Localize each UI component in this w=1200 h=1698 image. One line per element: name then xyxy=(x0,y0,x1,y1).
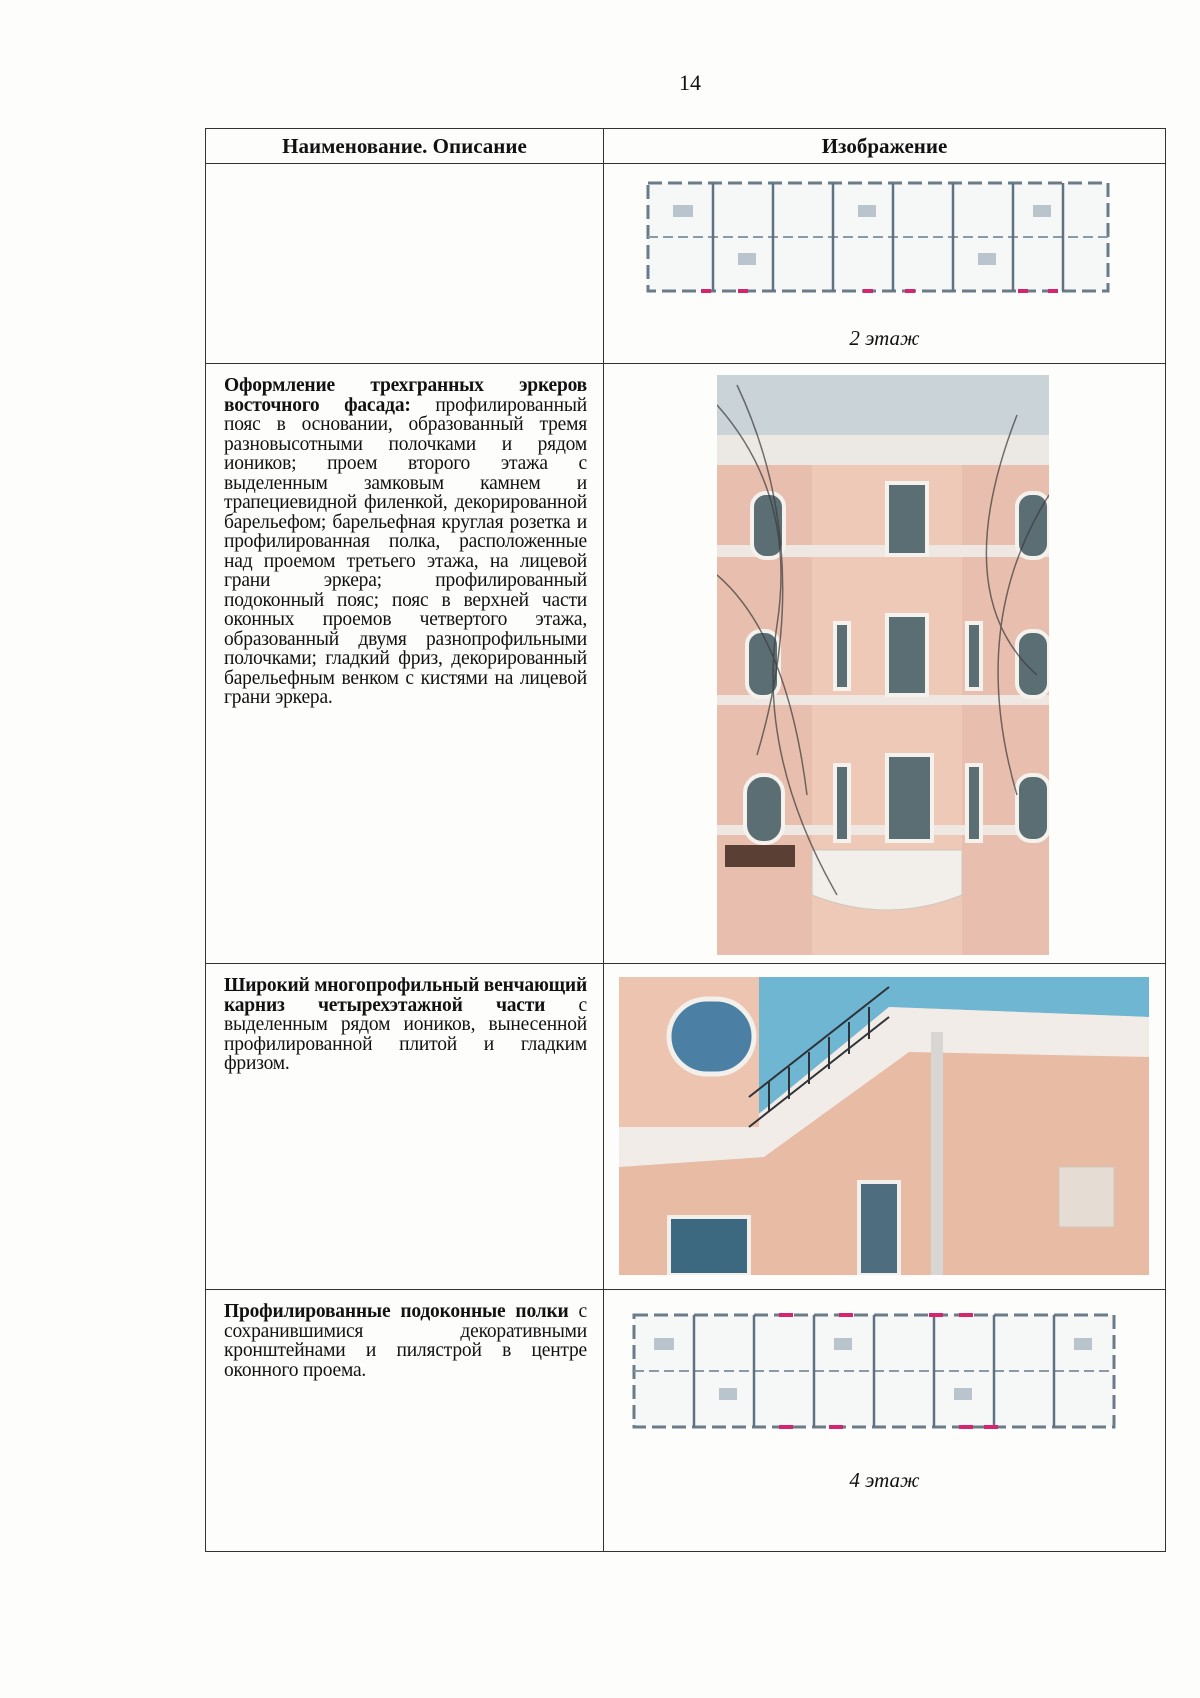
item-text: с сохранившимися декоративными кронштейнами и пилястрой в центре оконного проема. xyxy=(224,1301,587,1381)
table-row xyxy=(206,164,1166,364)
description-table xyxy=(205,128,1166,1552)
item-title: Профилированные подоконные полки xyxy=(224,1301,569,1322)
header-description: Наименование. Описание xyxy=(206,129,604,164)
item-title: Оформление трехгранных эркеров восточного фасада: xyxy=(224,375,587,416)
floor-plan-4-image xyxy=(629,1303,1119,1448)
photo-cornice xyxy=(619,977,1149,1275)
table-row xyxy=(206,1290,1166,1552)
description-cell xyxy=(206,964,604,1290)
floor-caption: 4 этаж xyxy=(849,1468,920,1492)
floor-caption: 2 этаж xyxy=(849,326,920,350)
item-text: профилированный пояс в основании, образованный тремя разновысотными полочками и рядом иоников; проем второго этажа с выделенным замковым камнем и трапециевидной филенкой, декорированной барельефом; барельефная круглая розетка и профилированная полка, расположенные над проемом третьего этажа, на лицевой грани эркера; профилированный подоконный пояс; пояс в верхней части оконных проемов четвертого этажа, образованный двумя разнопрофильными полочками; гладкий фриз, декорированный барельефным венком с кистями на лицевой грани эркера. xyxy=(224,394,587,708)
item-title: Широкий многопрофильный венчающий карниз четырехэтажной части xyxy=(224,975,587,1016)
header-image: Изображение xyxy=(604,129,1166,164)
table-header-row xyxy=(206,129,1166,164)
description-cell xyxy=(206,364,604,964)
table-row xyxy=(206,364,1166,964)
item-text: с выделенным рядом иоников, вынесенной профилированной плитой и гладким фризом. xyxy=(224,994,587,1074)
floor-plan-2-image xyxy=(643,175,1113,300)
image-cell xyxy=(604,964,1166,1290)
photo-bay-window xyxy=(717,375,1049,955)
description-cell xyxy=(206,1290,604,1552)
image-cell xyxy=(604,364,1166,964)
table-row xyxy=(206,964,1166,1290)
page-number: 14 xyxy=(679,70,701,95)
description-cell xyxy=(206,164,604,364)
image-cell xyxy=(604,1290,1166,1552)
image-cell xyxy=(604,164,1166,364)
